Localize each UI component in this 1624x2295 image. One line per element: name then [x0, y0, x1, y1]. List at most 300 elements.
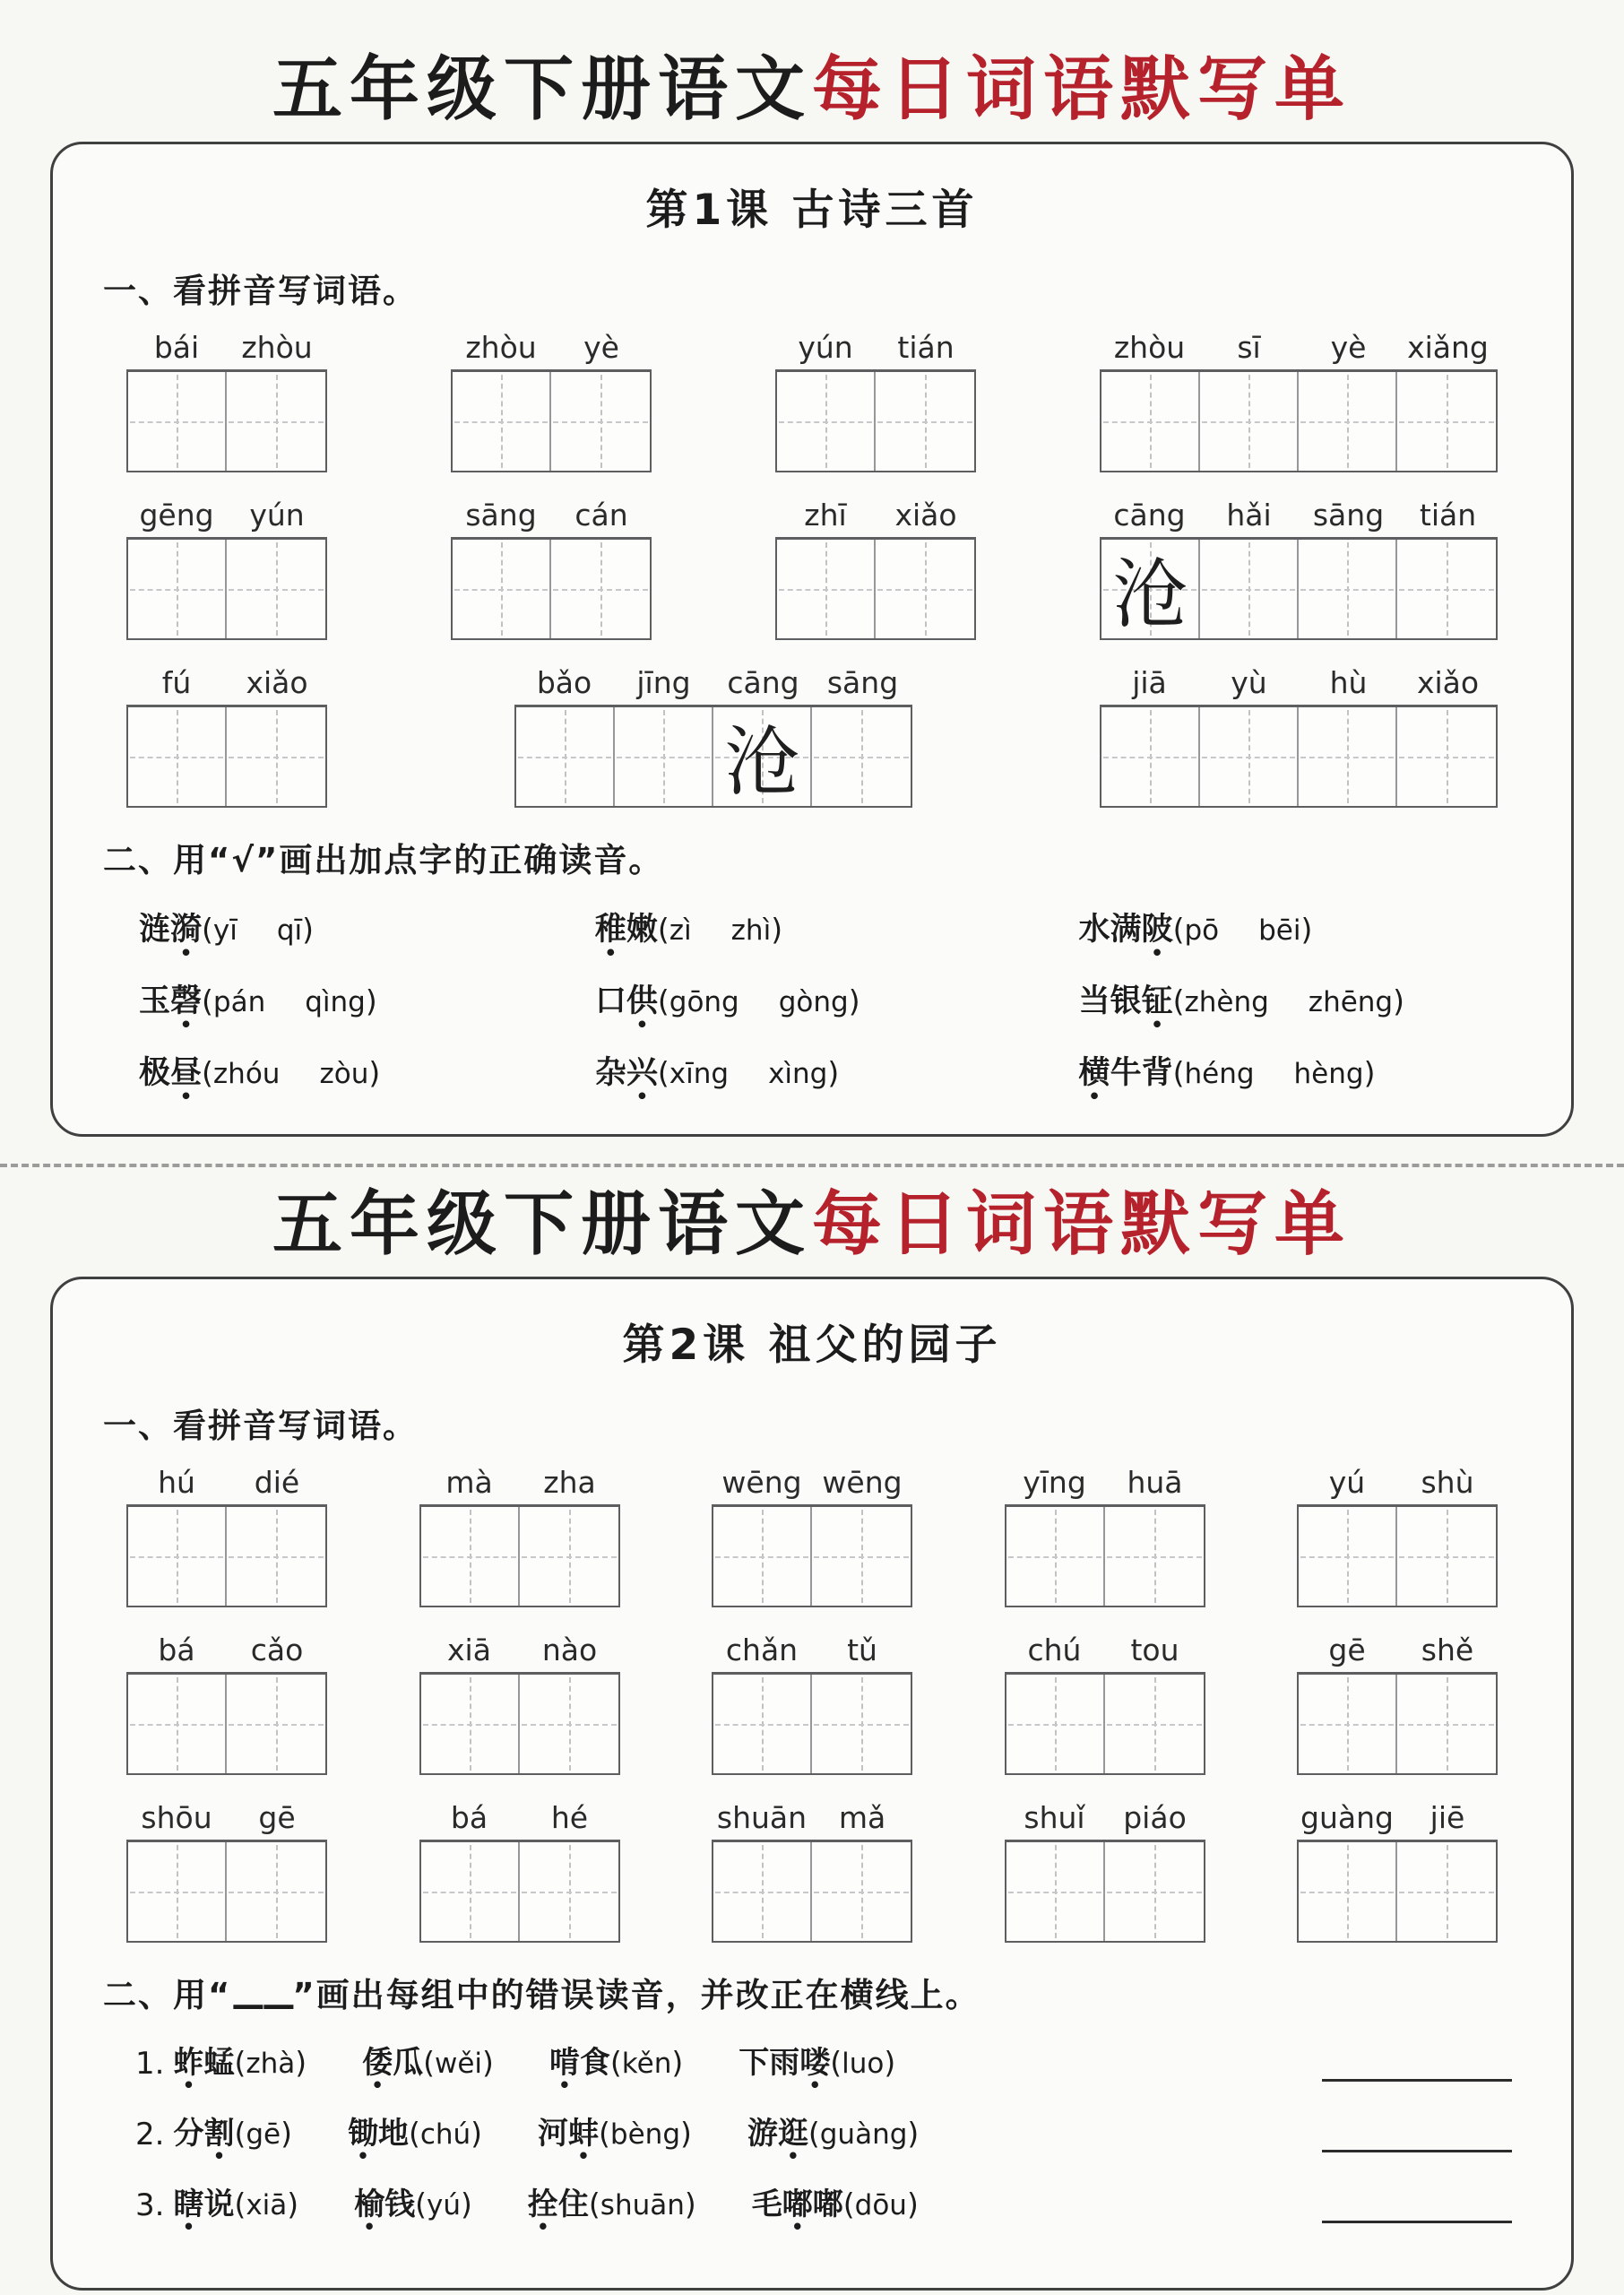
writing-cell[interactable]: [551, 372, 650, 471]
pinyin-reading-option[interactable]: xīng: [669, 1057, 730, 1090]
close-paren: ): [684, 2186, 696, 2221]
open-paren: (: [234, 2186, 246, 2221]
writing-cell[interactable]: [1101, 540, 1200, 638]
pinyin-label: [451, 498, 652, 533]
pinyin-syllable: tǔ: [847, 1632, 877, 1667]
word-reading-entry[interactable]: [528, 2179, 696, 2223]
pinyin-reading-option[interactable]: hèng: [1293, 1057, 1364, 1090]
pronunciation-choice-item[interactable]: [595, 1048, 1079, 1093]
pinyin-syllable: hú: [158, 1464, 195, 1500]
writing-cell[interactable]: [876, 372, 974, 471]
writing-cell[interactable]: [615, 707, 713, 806]
writing-cell[interactable]: [421, 1842, 520, 1941]
hanzi-word: [595, 983, 658, 1019]
prefilled-character: 沧: [1111, 550, 1188, 639]
pronunciation-choice-item[interactable]: [1079, 905, 1521, 949]
writing-cell[interactable]: [1299, 540, 1397, 638]
pinyin-syllable: mǎ: [838, 1799, 886, 1835]
hanzi-word: [595, 912, 658, 948]
writing-cell[interactable]: [1397, 1507, 1496, 1606]
hanzi-char: 满: [1110, 911, 1142, 948]
pinyin-syllable: cán: [574, 497, 628, 533]
pronunciation-choice-item[interactable]: [139, 1048, 595, 1093]
pronunciation-choice-item[interactable]: [139, 905, 595, 949]
pinyin-syllable: yīng: [1023, 1464, 1086, 1500]
pinyin-syllable: fú: [161, 664, 192, 700]
pinyin-syllable: shě: [1421, 1632, 1474, 1667]
pinyin-syllable: shōu: [141, 1799, 212, 1835]
writing-cell[interactable]: [1006, 1507, 1105, 1606]
worksheet-page: [0, 49, 1624, 2291]
pinyin-syllable: wēng: [822, 1464, 903, 1500]
pinyin-syllable: nào: [541, 1632, 598, 1667]
pinyin-reading-option[interactable]: zì: [669, 914, 692, 947]
open-paren: (: [808, 2115, 820, 2151]
writing-cell[interactable]: [1397, 372, 1496, 471]
close-paren: ): [680, 2115, 692, 2151]
writing-cell[interactable]: [1105, 1675, 1204, 1773]
pinyin-syllable: mà: [445, 1464, 493, 1500]
correction-blank-line[interactable]: [1322, 2122, 1512, 2152]
lesson-2-part1-label: 一、看拼音写词语。: [103, 1406, 418, 1445]
dotted-hanzi-char: 横: [1078, 1054, 1110, 1091]
pinyin-syllable: xiǎo: [894, 497, 957, 533]
hanzi-char: 杂: [594, 1054, 626, 1091]
close-paren: ): [907, 2115, 920, 2151]
dotted-hanzi-char: 拴: [527, 2186, 558, 2222]
pinyin-syllable: yú: [1328, 1464, 1366, 1500]
word-group: [775, 498, 976, 640]
pinyin-label: [1100, 665, 1498, 700]
open-paren: (: [588, 2186, 600, 2221]
pinyin-reading: bèng: [609, 2117, 680, 2151]
writing-cell[interactable]: [1397, 1675, 1496, 1773]
pinyin-reading: gē: [246, 2117, 281, 2151]
pinyin-reading-option[interactable]: gōng: [669, 985, 739, 1018]
pinyin-syllable: cǎo: [250, 1632, 304, 1667]
writing-cell[interactable]: [713, 1675, 812, 1773]
pinyin-reading: xiā: [246, 2188, 288, 2221]
pinyin-label: [126, 665, 327, 700]
close-paren: ): [295, 2044, 307, 2080]
writing-grid: [1005, 1504, 1205, 1607]
word-reading-entry[interactable]: [538, 2109, 692, 2152]
hanzi-word: [528, 2187, 589, 2222]
open-paren: (: [657, 983, 669, 1018]
underline-mark: ——: [231, 1985, 293, 2024]
writing-cell[interactable]: [421, 1675, 520, 1773]
pinyin-label: [712, 1632, 912, 1667]
pronunciation-choice-item[interactable]: [595, 905, 1079, 949]
writing-cell[interactable]: [128, 1507, 227, 1606]
pinyin-reading: kěn: [621, 2047, 672, 2080]
word-group: [1005, 1800, 1205, 1943]
pinyin-label: [514, 665, 912, 700]
word-group: [126, 330, 327, 472]
page-title-2-black: 五年级下册语文: [272, 1183, 812, 1265]
pinyin-label: [712, 1465, 912, 1500]
open-paren: (: [1172, 911, 1185, 947]
writing-cell[interactable]: [1200, 540, 1299, 638]
writing-cell[interactable]: [227, 1507, 325, 1606]
dotted-hanzi-char: 昼: [170, 1054, 203, 1091]
writing-cell[interactable]: [812, 1507, 911, 1606]
word-group: [514, 665, 912, 808]
correction-blank-line[interactable]: [1322, 2051, 1512, 2082]
close-paren: ): [1393, 983, 1404, 1018]
writing-cell[interactable]: [421, 1507, 520, 1606]
word-reading-entry[interactable]: [747, 2109, 919, 2152]
pinyin-label: [1297, 1800, 1498, 1835]
word-reading-entry[interactable]: [752, 2179, 919, 2223]
writing-cell[interactable]: [520, 1675, 618, 1773]
pinyin-reading-option[interactable]: héng: [1184, 1057, 1255, 1090]
pinyin-label: [712, 1800, 912, 1835]
pinyin-syllable: zhòu: [241, 329, 313, 365]
pinyin-syllable: huā: [1127, 1464, 1183, 1500]
word-group: [451, 498, 652, 640]
hanzi-char: 下: [739, 2044, 770, 2081]
word-reading-entry[interactable]: [173, 2038, 307, 2082]
writing-grid: [419, 1672, 620, 1775]
word-group: [1297, 1632, 1498, 1775]
writing-cell[interactable]: [520, 1507, 618, 1606]
writing-grid: [514, 705, 912, 808]
pinyin-label: [419, 1465, 620, 1500]
hanzi-char: 蜢: [203, 2044, 235, 2081]
lesson-1-choice-grid: [103, 905, 1521, 1093]
pinyin-syllable: yù: [1231, 664, 1267, 700]
open-paren: (: [657, 911, 669, 947]
writing-cell[interactable]: [453, 540, 551, 638]
pinyin-reading: shuān: [600, 2188, 685, 2221]
pinyin-reading-option[interactable]: zhēng: [1308, 985, 1394, 1018]
writing-cell[interactable]: [520, 1842, 618, 1941]
pinyin-reading: luo: [842, 2047, 885, 2080]
word-reading-entry[interactable]: [173, 2109, 292, 2152]
pinyin-reading-option[interactable]: gòng: [778, 985, 849, 1018]
pinyin-label: [451, 330, 652, 365]
writing-cell[interactable]: [713, 1507, 812, 1606]
pinyin-reading-option[interactable]: qī: [276, 914, 303, 947]
writing-cell[interactable]: [128, 372, 227, 471]
pinyin-reading-option[interactable]: xìng: [768, 1057, 828, 1090]
word-reading-entry[interactable]: [362, 2038, 494, 2082]
lesson-1-card: [50, 142, 1574, 1137]
writing-cell[interactable]: [1397, 707, 1496, 806]
lesson-1-part1-label: 一、看拼音写词语。: [103, 271, 418, 310]
pinyin-syllable: bái: [153, 329, 200, 365]
lesson-2-title: 第2课 祖父的园子: [622, 1320, 1002, 1370]
hanzi-char: 嫩: [626, 911, 658, 948]
hanzi-char: 瓜: [393, 2044, 424, 2081]
dotted-hanzi-char: 漪: [170, 911, 203, 948]
lesson-1-pinyin-rows: [103, 330, 1521, 808]
prefilled-character: 沧: [723, 718, 799, 807]
writing-cell[interactable]: [1105, 1842, 1204, 1941]
pinyin-label: [1100, 330, 1498, 365]
pronunciation-choice-item[interactable]: [1079, 976, 1521, 1021]
hanzi-char: 当: [1078, 983, 1110, 1019]
dotted-hanzi-char: 嘟: [782, 2186, 813, 2222]
word-group: [451, 330, 652, 472]
hanzi-word: [173, 2116, 234, 2152]
writing-grid: [1005, 1840, 1205, 1943]
open-paren: (: [234, 2115, 246, 2151]
word-reading-entry[interactable]: [549, 2038, 683, 2082]
open-paren: (: [415, 2186, 428, 2221]
hanzi-word: [1079, 983, 1173, 1019]
writing-grid: [1005, 1672, 1205, 1775]
writing-cell[interactable]: [128, 1842, 227, 1941]
pinyin-syllable: hé: [550, 1799, 589, 1835]
word-reading-entry[interactable]: [739, 2038, 895, 2082]
writing-cell[interactable]: [1299, 1842, 1397, 1941]
pinyin-syllable: cāng: [727, 664, 799, 700]
dotted-hanzi-char: 兴: [626, 1054, 658, 1091]
correction-blank-line[interactable]: [1322, 2193, 1512, 2223]
writing-grid: [451, 537, 652, 640]
pinyin-syllable: yè: [1330, 329, 1367, 365]
pinyin-label: [775, 498, 976, 533]
hanzi-word: [354, 2187, 415, 2222]
writing-cell[interactable]: [1101, 372, 1200, 471]
hanzi-char: 口: [594, 983, 626, 1019]
hanzi-char: 毛: [751, 2186, 782, 2222]
writing-cell[interactable]: [1105, 1507, 1204, 1606]
part2-label-prefix: 二、用“: [103, 1975, 232, 2014]
pinyin-reading-option[interactable]: pán: [212, 985, 266, 1018]
writing-cell[interactable]: [1200, 372, 1299, 471]
lesson-2-card: [50, 1277, 1574, 2291]
pinyin-syllable: yún: [798, 329, 853, 365]
open-paren: (: [1172, 983, 1185, 1018]
writing-cell[interactable]: [227, 1842, 325, 1941]
writing-cell[interactable]: [1299, 707, 1397, 806]
pinyin-syllable: chú: [1027, 1632, 1082, 1667]
word-reading-entry[interactable]: [173, 2179, 298, 2223]
pinyin-syllable: gē: [1328, 1632, 1366, 1667]
pinyin-syllable: xiǎo: [1416, 664, 1480, 700]
writing-cell[interactable]: [227, 1675, 325, 1773]
writing-cell[interactable]: [516, 707, 615, 806]
hanzi-word: [139, 1055, 202, 1091]
hanzi-word: [747, 2116, 808, 2152]
writing-cell[interactable]: [777, 372, 876, 471]
close-paren: ): [671, 2044, 684, 2080]
pinyin-label: [1297, 1465, 1498, 1500]
pinyin-syllable: jiā: [1132, 664, 1167, 700]
pinyin-label: [1100, 498, 1498, 533]
pinyin-syllable: xiǎo: [246, 664, 308, 700]
pinyin-syllable: yè: [583, 329, 619, 365]
pronunciation-choice-item[interactable]: [139, 976, 595, 1021]
open-paren: (: [599, 2115, 610, 2151]
pinyin-syllable: xiā: [447, 1632, 491, 1667]
writing-cell[interactable]: [1397, 540, 1496, 638]
pinyin-reading: dōu: [854, 2188, 907, 2221]
pinyin-row: [126, 1800, 1498, 1943]
close-paren: ): [281, 2115, 292, 2151]
writing-grid: [1100, 369, 1498, 472]
pinyin-reading: guàng: [819, 2117, 908, 2151]
pinyin-syllable: sī: [1237, 329, 1261, 365]
writing-cell[interactable]: [227, 707, 325, 806]
numbered-line: [135, 2038, 1521, 2082]
check-mark: √: [231, 840, 256, 879]
close-paren: ): [827, 1054, 840, 1090]
hanzi-word: [1079, 912, 1173, 948]
pronunciation-choice-item[interactable]: [595, 976, 1079, 1021]
pronunciation-choice-item[interactable]: [1079, 1048, 1521, 1093]
writing-cell[interactable]: [128, 1675, 227, 1773]
open-paren: (: [202, 983, 213, 1018]
part2-label-prefix: 二、用“: [103, 840, 232, 879]
writing-grid: [419, 1840, 620, 1943]
writing-grid: [1297, 1840, 1498, 1943]
writing-cell[interactable]: [812, 1842, 911, 1941]
open-paren: (: [657, 1054, 669, 1090]
open-paren: (: [234, 2044, 246, 2080]
word-group: [419, 1800, 620, 1943]
pinyin-syllable: tou: [1130, 1632, 1179, 1667]
pinyin-reading: zhà: [246, 2047, 296, 2080]
pinyin-reading-option[interactable]: pō: [1184, 914, 1220, 947]
hanzi-char: 银: [1110, 983, 1142, 1019]
pinyin-row: [126, 330, 1498, 472]
writing-cell[interactable]: [1101, 707, 1200, 806]
page-separator-dashed-line: [0, 1164, 1624, 1167]
writing-grid: [1100, 705, 1498, 808]
writing-cell[interactable]: [1200, 707, 1299, 806]
writing-cell[interactable]: [777, 540, 876, 638]
pinyin-syllable: zha: [543, 1464, 596, 1500]
writing-cell[interactable]: [713, 1842, 812, 1941]
dotted-hanzi-char: 喽: [799, 2044, 831, 2081]
word-group: [419, 1632, 620, 1775]
writing-cell[interactable]: [128, 540, 227, 638]
word-reading-entry[interactable]: [354, 2179, 472, 2223]
writing-grid: [126, 537, 327, 640]
writing-cell[interactable]: [1299, 1675, 1397, 1773]
writing-cell[interactable]: [876, 540, 974, 638]
close-paren: ): [287, 2186, 299, 2221]
lesson-2-pinyin-rows: [103, 1465, 1521, 1943]
writing-grid: [712, 1672, 912, 1775]
dotted-hanzi-char: 磬: [170, 983, 203, 1019]
pinyin-syllable: jiē: [1430, 1799, 1465, 1835]
pinyin-reading-option[interactable]: zòu: [319, 1057, 369, 1090]
writing-cell[interactable]: [1299, 1507, 1397, 1606]
numbered-line: [135, 2109, 1521, 2152]
hanzi-word: [173, 2045, 234, 2081]
writing-cell[interactable]: [713, 707, 812, 806]
writing-cell[interactable]: [812, 707, 911, 806]
lesson-1-part2-label: [103, 833, 1521, 881]
word-group: [1100, 665, 1498, 808]
writing-cell[interactable]: [1397, 1842, 1496, 1941]
pinyin-syllable: zhī: [804, 497, 847, 533]
hanzi-char: 牛: [1110, 1054, 1142, 1091]
page-title: [0, 49, 1624, 130]
close-paren: ): [461, 2186, 472, 2221]
hanzi-char: 极: [139, 1054, 171, 1091]
writing-cell[interactable]: [1299, 372, 1397, 471]
writing-grid: [419, 1504, 620, 1607]
writing-cell[interactable]: [128, 707, 227, 806]
word-group: [126, 498, 327, 640]
line-number: 2.: [135, 2116, 165, 2152]
pinyin-reading: chú: [419, 2117, 471, 2151]
pinyin-row: [126, 665, 1498, 808]
pinyin-syllable: chǎn: [725, 1632, 799, 1667]
writing-cell[interactable]: [551, 540, 650, 638]
pinyin-row: [126, 498, 1498, 640]
pinyin-reading-option[interactable]: bēi: [1258, 914, 1301, 947]
pinyin-reading-option[interactable]: zhì: [730, 914, 772, 947]
pinyin-syllable: dié: [254, 1464, 300, 1500]
hanzi-char: 水: [1078, 911, 1110, 948]
hanzi-word: [348, 2116, 409, 2152]
hanzi-char: 涟: [139, 911, 171, 948]
pinyin-label: [126, 1465, 327, 1500]
lesson-2-part2-label: [103, 1968, 1521, 2024]
pinyin-syllable: gē: [258, 1799, 296, 1835]
word-group: [775, 330, 976, 472]
writing-cell[interactable]: [1006, 1842, 1105, 1941]
dotted-hanzi-char: 钲: [1141, 983, 1173, 1019]
word-group: [419, 1465, 620, 1607]
writing-cell[interactable]: [227, 540, 325, 638]
dotted-hanzi-char: 稚: [594, 911, 626, 948]
hanzi-char: 说: [203, 2186, 235, 2222]
hanzi-char: 嘟: [812, 2186, 843, 2222]
pinyin-syllable: sāng: [1312, 497, 1385, 533]
close-paren: ): [302, 911, 315, 947]
pinyin-reading-option[interactable]: zhèng: [1184, 985, 1269, 1018]
writing-cell[interactable]: [453, 372, 551, 471]
writing-grid: [451, 369, 652, 472]
pinyin-reading: yú: [427, 2188, 462, 2221]
hanzi-word: [173, 2187, 234, 2222]
writing-cell[interactable]: [1006, 1675, 1105, 1773]
writing-cell[interactable]: [227, 372, 325, 471]
page-title-black: 五年级下册语文: [272, 49, 812, 130]
lesson-2-numbered-list: [103, 2038, 1521, 2223]
pinyin-reading-option[interactable]: yī: [212, 914, 238, 947]
open-paren: (: [202, 911, 213, 947]
close-paren: ): [884, 2044, 896, 2080]
word-group: [126, 665, 327, 808]
word-reading-entry[interactable]: [348, 2109, 482, 2152]
pinyin-reading-option[interactable]: zhóu: [212, 1057, 281, 1090]
pinyin-reading-option[interactable]: qìng: [305, 985, 366, 1018]
hanzi-char: 地: [377, 2115, 409, 2152]
open-paren: (: [609, 2044, 622, 2080]
hanzi-word: [752, 2187, 843, 2222]
hanzi-char: 游: [747, 2115, 778, 2152]
hanzi-word: [538, 2116, 599, 2152]
word-group: [712, 1632, 912, 1775]
close-paren: ): [771, 911, 783, 947]
writing-cell[interactable]: [812, 1675, 911, 1773]
dotted-hanzi-char: 倭: [362, 2044, 393, 2081]
word-group: [1100, 330, 1498, 472]
pinyin-syllable: tián: [897, 329, 955, 365]
pinyin-syllable: guàng: [1300, 1799, 1394, 1835]
word-group: [1297, 1465, 1498, 1607]
pinyin-label: [126, 330, 327, 365]
